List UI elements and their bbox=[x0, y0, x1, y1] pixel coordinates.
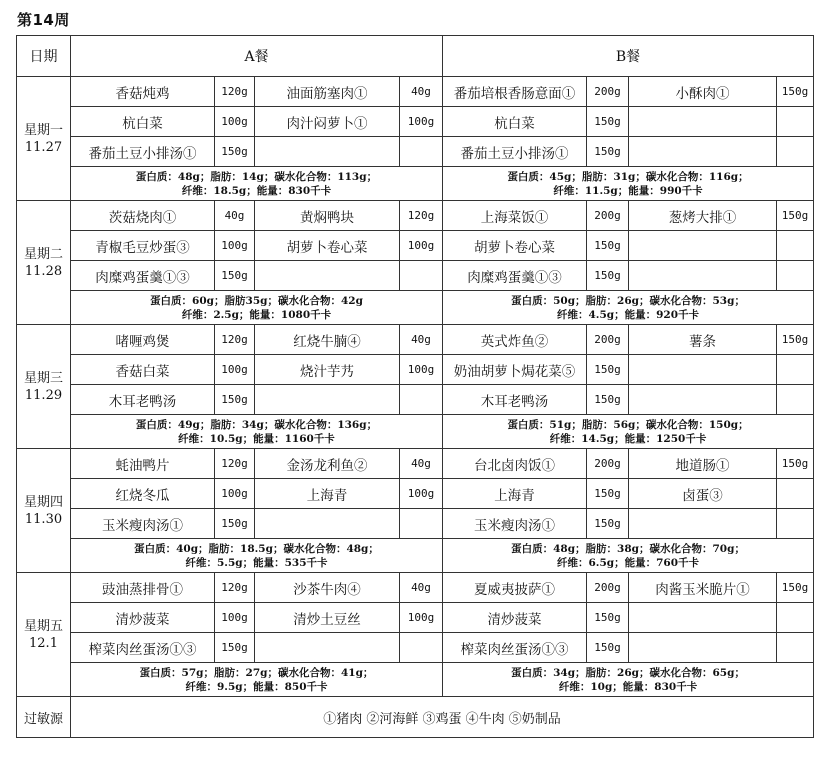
meal-b-dish: 杭白菜 bbox=[443, 107, 587, 137]
meal-a-weight: 100g bbox=[215, 355, 255, 385]
meal-a-weight: 150g bbox=[215, 633, 255, 663]
meal-a-dish: 啫喱鸡煲 bbox=[71, 325, 215, 355]
meal-b-weight: 150g bbox=[587, 261, 629, 291]
meal-a-dish: 木耳老鸭汤 bbox=[71, 385, 215, 415]
date-label: 11.28 bbox=[24, 263, 63, 279]
meal-a-weight: 100g bbox=[215, 107, 255, 137]
meal-b-weight-2: 150g bbox=[777, 325, 814, 355]
nutrition-line-2: 纤维：11.5g；能量：990千卡 bbox=[553, 184, 703, 197]
meal-b-weight-2: 150g bbox=[777, 201, 814, 231]
date-label: 11.30 bbox=[24, 511, 63, 527]
meal-b-dish: 英式炸鱼② bbox=[443, 325, 587, 355]
meal-b-weight-2 bbox=[777, 603, 814, 633]
day-cell bbox=[17, 77, 71, 201]
meal-b-dish: 上海菜饭① bbox=[443, 201, 587, 231]
meal-b-weight-2 bbox=[777, 231, 814, 261]
day-cell bbox=[17, 201, 71, 325]
meal-b-weight-2 bbox=[777, 385, 814, 415]
meal-b-dish: 番茄培根香肠意面① bbox=[443, 77, 587, 107]
weekday-label: 星期四 bbox=[23, 494, 63, 510]
meal-b-nutrition bbox=[443, 663, 814, 697]
meal-a-weight-2: 100g bbox=[400, 355, 443, 385]
meal-b-weight-2: 150g bbox=[777, 77, 814, 107]
meal-a-weight: 120g bbox=[215, 325, 255, 355]
nutrition-line-1: 蛋白质：34g；脂肪：26g；碳水化合物：65g； bbox=[511, 666, 745, 679]
meal-a-weight: 120g bbox=[215, 77, 255, 107]
meal-a-weight: 120g bbox=[215, 449, 255, 479]
nutrition-row bbox=[17, 167, 814, 201]
meal-a-weight: 120g bbox=[215, 573, 255, 603]
meal-b-weight: 150g bbox=[587, 509, 629, 539]
nutrition-line-1: 蛋白质：45g；脂肪：31g；碳水化合物：116g； bbox=[507, 170, 749, 183]
meal-a-weight-2: 40g bbox=[400, 573, 443, 603]
dish-row bbox=[17, 633, 814, 663]
meal-a-weight-2: 100g bbox=[400, 107, 443, 137]
allergen-legend: ①猪肉 ②河海鲜 ③鸡蛋 ④牛肉 ⑤奶制品 bbox=[71, 697, 814, 738]
meal-a-dish: 番茄土豆小排汤① bbox=[71, 137, 215, 167]
nutrition-line-2: 纤维：2.5g；能量：1080千卡 bbox=[181, 308, 332, 321]
dish-row bbox=[17, 355, 814, 385]
meal-a-dish: 豉油蒸排骨① bbox=[71, 573, 215, 603]
dish-row bbox=[17, 385, 814, 415]
day-cell bbox=[17, 573, 71, 697]
meal-a-nutrition bbox=[71, 663, 443, 697]
meal-a-weight-2: 120g bbox=[400, 201, 443, 231]
nutrition-line-1: 蛋白质：49g；脂肪：34g；碳水化合物：136g； bbox=[135, 418, 378, 431]
meal-b-dish: 胡萝卜卷心菜 bbox=[443, 231, 587, 261]
nutrition-line-1: 蛋白质：40g；脂肪：18.5g；碳水化合物：48g； bbox=[134, 542, 379, 555]
meal-a-dish: 杭白菜 bbox=[71, 107, 215, 137]
meal-a-weight: 150g bbox=[215, 509, 255, 539]
meal-a-weight-2: 100g bbox=[400, 231, 443, 261]
meal-b-dish-2: 薯条 bbox=[629, 325, 777, 355]
meal-a-dish: 茨菇烧肉① bbox=[71, 201, 215, 231]
meal-a-weight-2 bbox=[400, 261, 443, 291]
date-header: 日期 bbox=[17, 36, 71, 77]
meal-a-nutrition bbox=[71, 167, 443, 201]
meal-a-weight-2: 40g bbox=[400, 325, 443, 355]
meal-b-weight-2 bbox=[777, 355, 814, 385]
meal-b-dish-2: 小酥肉① bbox=[629, 77, 777, 107]
meal-a-weight-2: 40g bbox=[400, 449, 443, 479]
meal-b-weight: 200g bbox=[587, 201, 629, 231]
nutrition-line-1: 蛋白质：48g；脂肪：38g；碳水化合物：70g； bbox=[511, 542, 745, 555]
nutrition-line-2: 纤维：10.5g；能量：1160千卡 bbox=[178, 432, 335, 445]
dish-row bbox=[17, 573, 814, 603]
nutrition-line-2: 纤维：18.5g；能量：830千卡 bbox=[181, 184, 332, 197]
meal-b-dish-2 bbox=[629, 633, 777, 663]
meal-b-weight: 150g bbox=[587, 137, 629, 167]
nutrition-line-2: 纤维：9.5g；能量：850千卡 bbox=[185, 680, 328, 693]
meal-b-dish-2 bbox=[629, 137, 777, 167]
meal-b-nutrition bbox=[443, 291, 814, 325]
day-cell bbox=[17, 325, 71, 449]
meal-a-dish: 香菇炖鸡 bbox=[71, 77, 215, 107]
meal-b-weight: 150g bbox=[587, 385, 629, 415]
meal-b-weight-2 bbox=[777, 107, 814, 137]
meal-b-dish-2: 卤蛋③ bbox=[629, 479, 777, 509]
meal-a-dish-2 bbox=[255, 633, 400, 663]
nutrition-line-2: 纤维：14.5g；能量：1250千卡 bbox=[549, 432, 707, 445]
meal-b-weight-2 bbox=[777, 633, 814, 663]
meal-b-weight: 150g bbox=[587, 603, 629, 633]
meal-a-weight: 40g bbox=[215, 201, 255, 231]
nutrition-line-2: 纤维：4.5g；能量：920千卡 bbox=[557, 308, 700, 321]
meal-b-weight-2: 150g bbox=[777, 573, 814, 603]
meal-b-weight-2 bbox=[777, 261, 814, 291]
nutrition-line-2: 纤维：6.5g；能量：760千卡 bbox=[557, 556, 700, 569]
meal-a-weight-2 bbox=[400, 385, 443, 415]
meal-a-nutrition bbox=[71, 415, 443, 449]
meal-b-nutrition bbox=[443, 539, 814, 573]
meal-a-weight-2 bbox=[400, 509, 443, 539]
dish-row bbox=[17, 603, 814, 633]
meal-b-nutrition bbox=[443, 415, 814, 449]
nutrition-row bbox=[17, 291, 814, 325]
meal-b-weight: 150g bbox=[587, 231, 629, 261]
meal-a-header: A餐 bbox=[71, 36, 443, 77]
meal-a-weight: 100g bbox=[215, 479, 255, 509]
meal-b-dish: 奶油胡萝卜焗花菜⑤ bbox=[443, 355, 587, 385]
meal-a-dish-2: 上海青 bbox=[255, 479, 400, 509]
meal-b-dish-2: 葱烤大排① bbox=[629, 201, 777, 231]
meal-b-dish: 番茄土豆小排汤① bbox=[443, 137, 587, 167]
meal-a-dish-2 bbox=[255, 261, 400, 291]
weekday-label: 星期二 bbox=[23, 246, 63, 262]
nutrition-line-1: 蛋白质：51g；脂肪：56g；碳水化合物：150g； bbox=[507, 418, 749, 431]
meal-b-weight: 150g bbox=[587, 479, 629, 509]
nutrition-line-1: 蛋白质：60g；脂肪35g；碳水化合物：42g bbox=[150, 294, 363, 307]
meal-b-weight: 200g bbox=[587, 325, 629, 355]
page-title: 第14周 bbox=[17, 11, 70, 29]
meal-a-dish: 肉糜鸡蛋羹①③ bbox=[71, 261, 215, 291]
meal-a-weight: 100g bbox=[215, 603, 255, 633]
day-cell bbox=[17, 449, 71, 573]
nutrition-row bbox=[17, 663, 814, 697]
meal-a-weight: 150g bbox=[215, 137, 255, 167]
nutrition-line-1: 蛋白质：57g；脂肪：27g；碳水化合物：41g； bbox=[139, 666, 374, 679]
meal-a-dish: 香菇白菜 bbox=[71, 355, 215, 385]
dish-row bbox=[17, 325, 814, 355]
meal-b-weight: 200g bbox=[587, 573, 629, 603]
meal-a-dish-2 bbox=[255, 137, 400, 167]
meal-b-dish: 台北卤肉饭① bbox=[443, 449, 587, 479]
meal-a-dish: 清炒菠菜 bbox=[71, 603, 215, 633]
meal-a-dish-2 bbox=[255, 385, 400, 415]
meal-a-weight-2: 100g bbox=[400, 479, 443, 509]
meal-a-dish-2: 肉汁闷萝卜① bbox=[255, 107, 400, 137]
meal-a-dish: 蚝油鸭片 bbox=[71, 449, 215, 479]
dish-row bbox=[17, 137, 814, 167]
meal-b-dish-2 bbox=[629, 509, 777, 539]
dish-row bbox=[17, 107, 814, 137]
nutrition-line-2: 纤维：10g；能量：830千卡 bbox=[558, 680, 698, 693]
dish-row bbox=[17, 509, 814, 539]
meal-a-dish: 青椒毛豆炒蛋③ bbox=[71, 231, 215, 261]
nutrition-row bbox=[17, 415, 814, 449]
meal-b-weight-2 bbox=[777, 137, 814, 167]
weekday-label: 星期一 bbox=[23, 122, 63, 138]
meal-b-dish-2 bbox=[629, 261, 777, 291]
meal-b-dish-2 bbox=[629, 603, 777, 633]
meal-a-nutrition bbox=[71, 291, 443, 325]
meal-a-weight-2: 40g bbox=[400, 77, 443, 107]
meal-a-dish-2: 红烧牛腩④ bbox=[255, 325, 400, 355]
meal-a-dish: 红烧冬瓜 bbox=[71, 479, 215, 509]
weekday-label: 星期五 bbox=[23, 618, 63, 634]
meal-a-dish-2: 胡萝卜卷心菜 bbox=[255, 231, 400, 261]
meal-b-weight-2: 150g bbox=[777, 449, 814, 479]
weekly-menu-table bbox=[16, 35, 814, 738]
meal-b-dish-2: 地道肠① bbox=[629, 449, 777, 479]
dish-row bbox=[17, 231, 814, 261]
meal-b-header: B餐 bbox=[443, 36, 814, 77]
meal-b-weight: 150g bbox=[587, 107, 629, 137]
weekday-label: 星期三 bbox=[23, 370, 63, 386]
meal-b-dish: 榨菜肉丝蛋汤①③ bbox=[443, 633, 587, 663]
dish-row bbox=[17, 201, 814, 231]
meal-a-nutrition bbox=[71, 539, 443, 573]
meal-b-weight-2 bbox=[777, 509, 814, 539]
nutrition-row bbox=[17, 539, 814, 573]
meal-b-dish-2 bbox=[629, 385, 777, 415]
meal-a-weight-2 bbox=[400, 633, 443, 663]
meal-b-dish-2 bbox=[629, 355, 777, 385]
allergen-row bbox=[17, 697, 814, 738]
meal-a-weight: 100g bbox=[215, 231, 255, 261]
meal-b-dish-2 bbox=[629, 231, 777, 261]
meal-a-dish-2: 黄焖鸭块 bbox=[255, 201, 400, 231]
meal-a-weight-2: 100g bbox=[400, 603, 443, 633]
meal-b-dish: 夏威夷披萨① bbox=[443, 573, 587, 603]
dish-row bbox=[17, 77, 814, 107]
meal-a-weight: 150g bbox=[215, 261, 255, 291]
nutrition-line-2: 纤维：5.5g；能量：535千卡 bbox=[185, 556, 328, 569]
dish-row bbox=[17, 449, 814, 479]
meal-b-dish: 玉米瘦肉汤① bbox=[443, 509, 587, 539]
meal-b-weight: 200g bbox=[587, 77, 629, 107]
meal-a-dish-2: 清炒土豆丝 bbox=[255, 603, 400, 633]
meal-b-dish: 木耳老鸭汤 bbox=[443, 385, 587, 415]
nutrition-line-1: 蛋白质：50g；脂肪：26g；碳水化合物：53g； bbox=[511, 294, 745, 307]
meal-a-dish-2: 烧汁芋艿 bbox=[255, 355, 400, 385]
meal-a-dish-2: 油面筋塞肉① bbox=[255, 77, 400, 107]
header-row bbox=[17, 36, 814, 77]
date-label: 11.27 bbox=[24, 139, 63, 155]
meal-a-dish-2: 沙茶牛肉④ bbox=[255, 573, 400, 603]
meal-b-dish-2: 肉酱玉米脆片① bbox=[629, 573, 777, 603]
date-label: 12.1 bbox=[29, 635, 58, 651]
dish-row bbox=[17, 479, 814, 509]
meal-b-nutrition bbox=[443, 167, 814, 201]
meal-a-dish-2: 金汤龙利鱼② bbox=[255, 449, 400, 479]
meal-a-weight-2 bbox=[400, 137, 443, 167]
meal-b-weight: 200g bbox=[587, 449, 629, 479]
date-label: 11.29 bbox=[24, 387, 63, 403]
dish-row bbox=[17, 261, 814, 291]
meal-b-dish-2 bbox=[629, 107, 777, 137]
meal-b-weight: 150g bbox=[587, 355, 629, 385]
meal-a-dish: 榨菜肉丝蛋汤①③ bbox=[71, 633, 215, 663]
meal-b-weight: 150g bbox=[587, 633, 629, 663]
meal-b-dish: 清炒菠菜 bbox=[443, 603, 587, 633]
meal-b-dish: 肉糜鸡蛋羹①③ bbox=[443, 261, 587, 291]
meal-b-weight-2 bbox=[777, 479, 814, 509]
meal-b-dish: 上海青 bbox=[443, 479, 587, 509]
meal-a-dish-2 bbox=[255, 509, 400, 539]
meal-a-weight: 150g bbox=[215, 385, 255, 415]
nutrition-line-1: 蛋白质：48g；脂肪：14g；碳水化合物：113g； bbox=[135, 170, 378, 183]
allergen-label: 过敏源 bbox=[17, 697, 71, 738]
meal-a-dish: 玉米瘦肉汤① bbox=[71, 509, 215, 539]
